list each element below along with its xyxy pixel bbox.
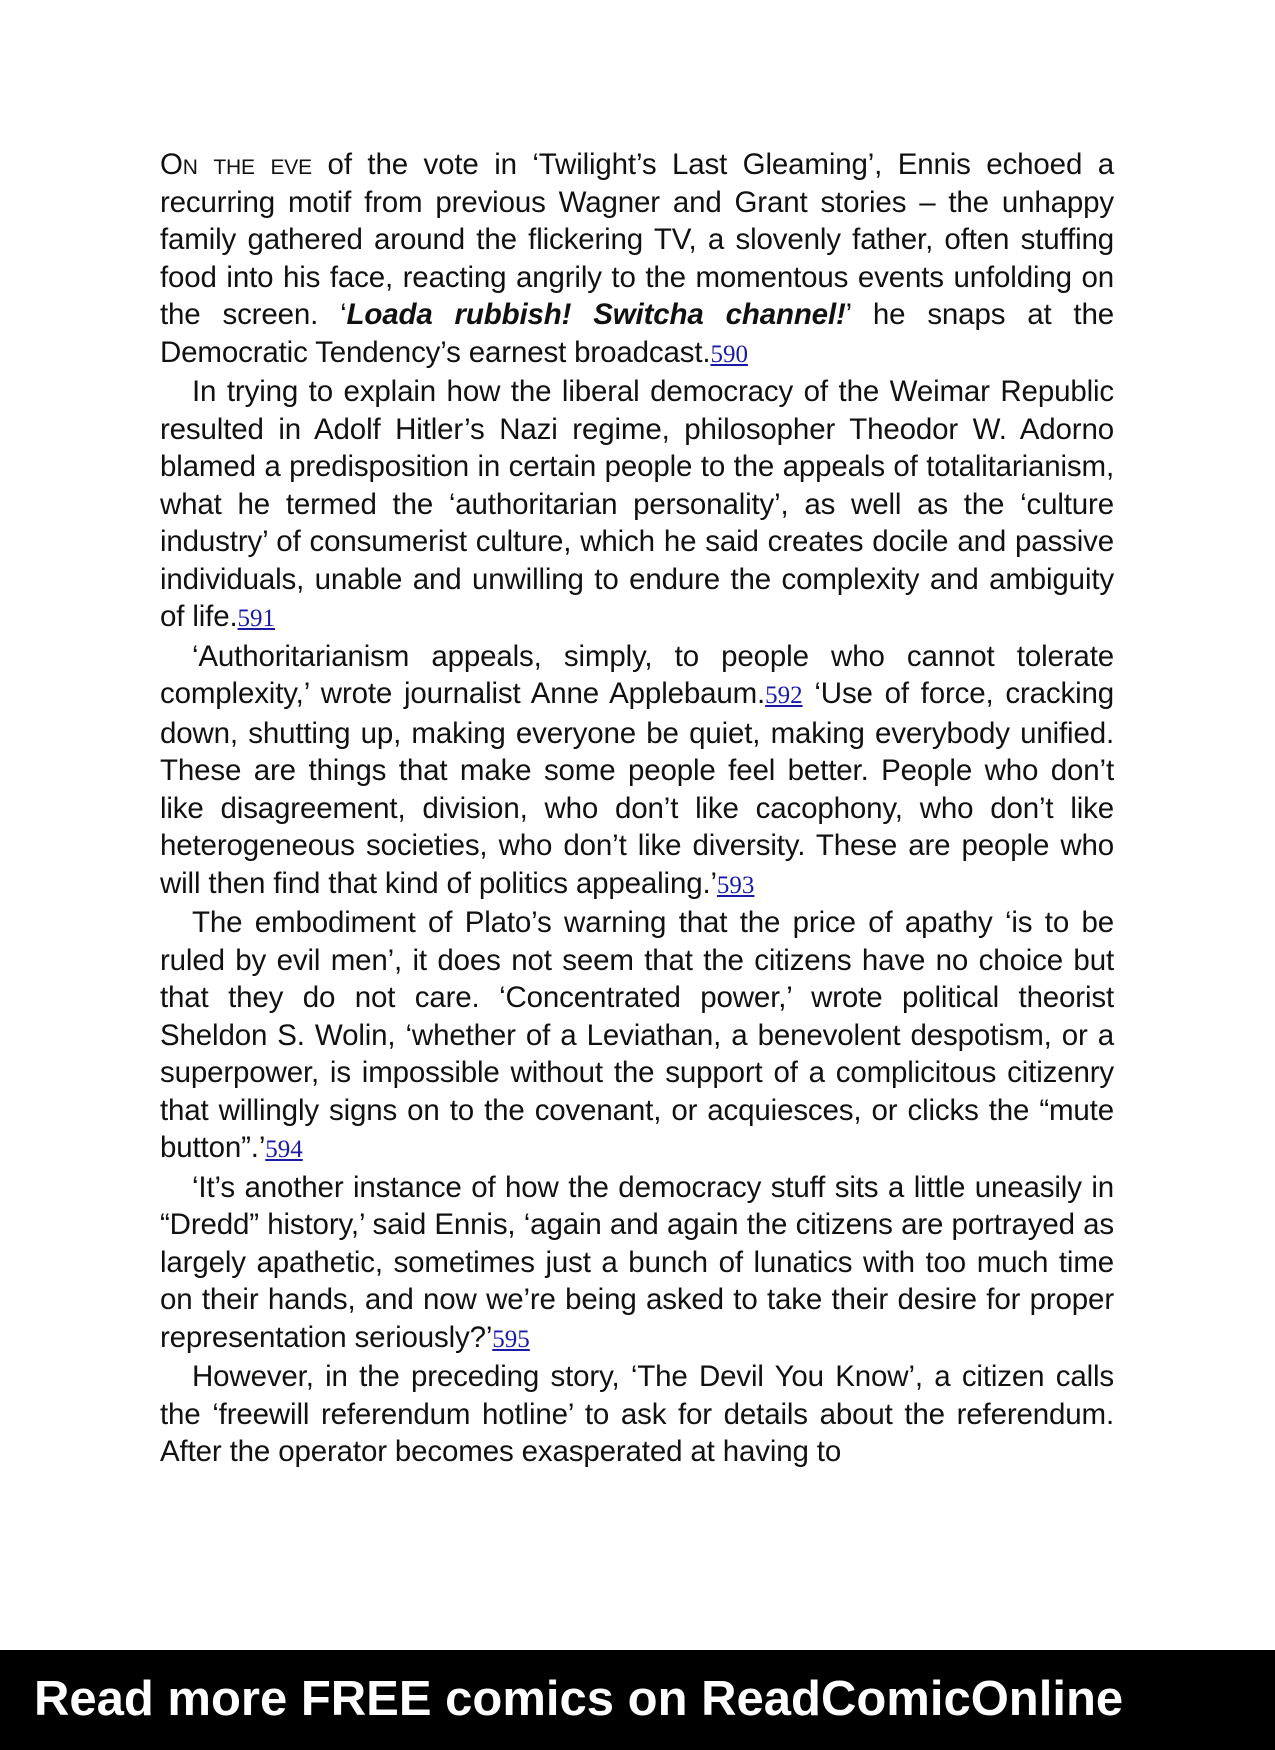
paragraph-6-text: However, in the preceding story, ‘The Devil You Know’, a citizen calls the ‘freewill referendum hotline’ to ask for details about the referendum. After the operator becomes exasperated at having to — [160, 1360, 1114, 1468]
promo-banner-text[interactable]: Read more FREE comics on ReadComicOnline — [34, 1672, 1124, 1726]
book-page — [160, 146, 1114, 1471]
paragraph-3-text-end: ‘Use of force, cracking down, shutting up, making everyone be quiet, making everybody unified. These are things that make some people feel better. People who don’t like disagreement, division, who don’t like cacophony, who don’t like heterogeneous societies, who don’t like diversity. These are people who will then find that kind of politics appealing.’ — [160, 677, 1114, 900]
paragraph-2 — [160, 373, 1114, 638]
footnote-link-595[interactable]: 595 — [492, 1325, 530, 1353]
paragraph-5 — [160, 1169, 1114, 1359]
paragraph-3 — [160, 638, 1114, 905]
drop-lead-smallcaps: On the eve — [160, 148, 313, 181]
footnote-link-594[interactable]: 594 — [265, 1136, 303, 1163]
paragraph-3-text: ‘Authoritarianism appeals, simply, to people who cannot tolerate complexity,’ wrote journalist Anne Applebaum. — [160, 639, 1114, 710]
paragraph-1-text-end: ’ he snaps at the Democratic Tendency’s earnest broadcast. — [160, 298, 1114, 369]
paragraph-1 — [160, 146, 1114, 373]
quoted-dialogue: Loada rubbish! Switcha channel! — [346, 298, 846, 331]
footnote-link-593[interactable]: 593 — [716, 871, 755, 899]
paragraph-4 — [160, 904, 1114, 1169]
footnote-link-591[interactable]: 591 — [237, 605, 276, 632]
paragraph-2-text: In trying to explain how the liberal democracy of the Weimar Republic resulted in Adolf Hitler’s Nazi regime, philosopher Theodor W. Adorno blamed a predisposition in certain people to the appeals of totalitarianism, what he termed the ‘authoritarian personality’, as well as the ‘culture industry’ of consumerist culture, which he said creates docile and passive individuals, unable and unwilling to endure the complexity and ambiguity of life. — [160, 375, 1114, 633]
paragraph-5-text: ‘It’s another instance of how the democracy stuff sits a little uneasily in “Dredd” history,’ said Ennis, ‘again and again the citizens are portrayed as largely apathetic, sometimes just a bunch of lunatics with too much time on their hands, and now we’re being asked to take their desire for proper representation seriously?’ — [160, 1170, 1114, 1354]
footnote-link-592[interactable]: 592 — [765, 682, 803, 709]
paragraph-1-text: of the vote in ‘Twilight’s Last Gleaming’, Ennis echoed a recurring motif from previous Wagner and Grant stories – the unhappy family gathered around the flickering TV, a slovenly father, often stuffing food into his face, reacting angrily to the momentous events unfolding on the screen. ‘ — [160, 148, 1114, 331]
promo-banner[interactable] — [0, 1650, 1275, 1750]
paragraph-4-text: The embodiment of Plato’s warning that the price of apathy ‘is to be ruled by evil men’, it does not seem that the citizens have no choice but that they do not care. ‘Concentrated power,’ wrote political theorist Sheldon S. Wolin, ‘whether of a Leviathan, a benevolent despotism, or a superpower, is impossible without the support of a complicitous citizenry that willingly signs on to the covenant, or acquiesces, or clicks the “mute button”.’ — [160, 906, 1114, 1164]
paragraph-6 — [160, 1358, 1114, 1471]
footnote-link-590[interactable]: 590 — [710, 340, 748, 368]
